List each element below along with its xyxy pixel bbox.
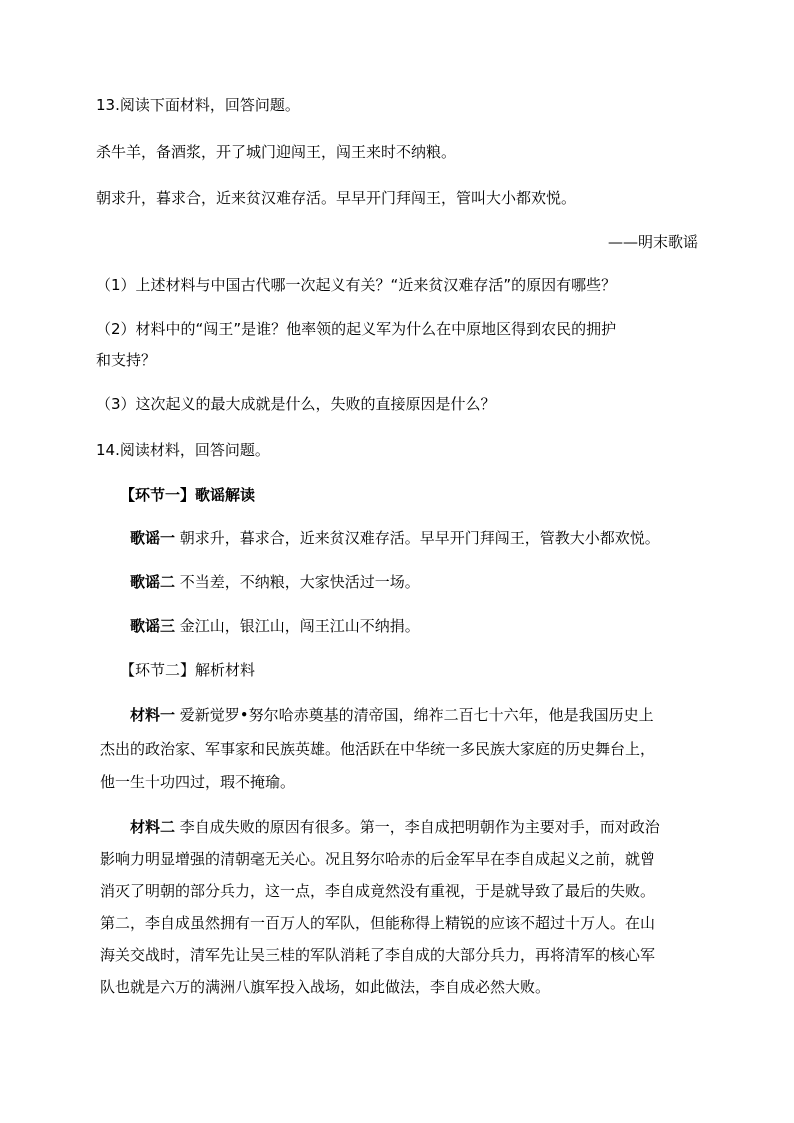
material-2-line-4: 第二，李自成虽然拥有一百万人的军队，但能称得上精锐的应该不超过十万人。在山	[100, 914, 656, 932]
q13-ballad-line-1: 杀牛羊，备酒浆，开了城门迎闯王，闯王来时不纳粮。	[96, 143, 457, 161]
material-1-label: 材料一	[130, 706, 176, 724]
material-1-line-3: 他一生十功四过，瑕不掩瑜。	[100, 773, 296, 791]
ballad-1-text: 朝求升，暮求合，近来贫汉难存活。早早开门拜闯王，管教大小都欢悦。	[175, 529, 660, 547]
material-2-line-2: 影响力明显增强的清朝毫无关心。况且努尔哈赤的后金军早在李自成起义之前，就曾	[100, 850, 656, 868]
ballad-2	[130, 571, 420, 593]
q13-subquestion-2-line-2: 和支持？	[96, 351, 157, 369]
material-1-line-1	[130, 704, 654, 726]
material-2-text-1: 李自成失败的原因有很多。第一，李自成把明朝作为主要对手，而对政治	[175, 818, 660, 836]
material-2-line-6: 队也就是六万的满洲八旗军投入战场，如此做法，李自成必然大败。	[100, 978, 551, 996]
q13-subquestion-2-line-1: （2）材料中的“闯王”是谁？他率领的起义军为什么在中原地区得到农民的拥护	[96, 320, 617, 338]
q13-source: ——明末歌谣	[607, 233, 698, 251]
ballad-1	[130, 527, 660, 549]
ballad-2-text: 不当差，不纳粮，大家快活过一场。	[175, 573, 420, 591]
material-2-label: 材料二	[130, 818, 176, 836]
material-1-text-1: 爱新觉罗•努尔哈赤奠基的清帝国，绵祚二百七十六年，他是我国历史上	[175, 706, 654, 724]
q14-title: 14.阅读材料，回答问题。	[96, 441, 270, 459]
q14-section2-header: 【环节二】解析材料	[120, 661, 256, 679]
q13-ballad-line-2: 朝求升，暮求合，近来贫汉难存活。早早开门拜闯王，管叫大小都欢悦。	[96, 189, 577, 207]
ballad-3	[130, 615, 420, 637]
ballad-2-label: 歌谣二	[130, 573, 176, 591]
ballad-3-text: 金江山，银江山，闯王江山不纳捐。	[175, 617, 420, 635]
material-2-line-5: 海关交战时，清军先让吴三桂的军队消耗了李自成的大部分兵力，再将清军的核心军	[100, 946, 656, 964]
ballad-1-label: 歌谣一	[130, 529, 176, 547]
material-2-line-3: 消灭了明朝的部分兵力，这一点，李自成竟然没有重视，于是就导致了最后的失败。	[100, 882, 656, 900]
q13-subquestion-3: （3）这次起义的最大成就是什么，失败的直接原因是什么？	[96, 395, 496, 413]
q14-section1-header: 【环节一】歌谣解读	[120, 486, 256, 504]
material-1-line-2: 杰出的政治家、军事家和民族英雄。他活跃在中华统一多民族大家庭的历史舞台上，	[100, 740, 656, 758]
q13-title: 13.阅读下面材料，回答问题。	[96, 96, 300, 114]
q13-subquestion-1: （1）上述材料与中国古代哪一次起义有关？“近来贫汉难存活”的原因有哪些？	[96, 276, 617, 294]
ballad-3-label: 歌谣三	[130, 617, 176, 635]
material-2-line-1	[130, 816, 660, 838]
